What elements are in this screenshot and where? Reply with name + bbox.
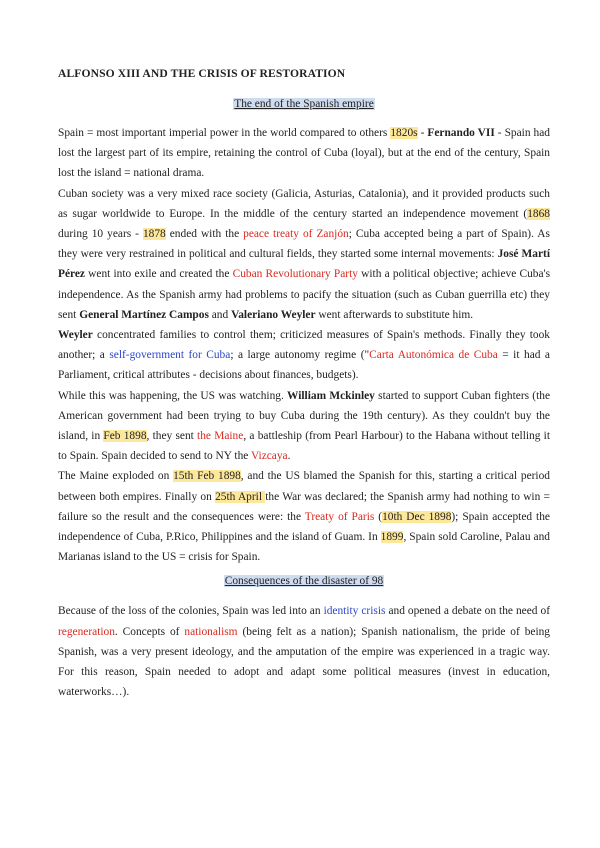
highlighted-date: 25th April xyxy=(215,490,266,503)
highlighted-date: Feb 1898 xyxy=(103,430,147,443)
paragraph-3 xyxy=(58,325,550,386)
document-page xyxy=(58,66,550,702)
text-run: (being felt as a nation); Spanish nationalism, the pride of being Spanish, was a very present ideology, and the amputation of the empire was experienced in a tragic way. For this reason, Spain needed to adopt and adapt some political measures (invest in education, waterworks…). xyxy=(58,625,550,699)
red-term: Cuban Revolutionary Party xyxy=(232,268,358,281)
text-run: the War was declared; the Spanish army had nothing to win = failure so the result and the consequences were: the xyxy=(58,490,550,523)
section-heading-text: The end of the Spanish empire xyxy=(234,98,374,110)
highlighted-date: 10th Dec 1898 xyxy=(382,510,452,523)
text-run: Because of the loss of the colonies, Spain was led into an xyxy=(58,605,324,618)
text-run: , a battleship (from Pearl Harbour) to the Habana without telling it to Spain. Spain decided to send to NY the xyxy=(58,430,551,463)
bold-name: William Mckinley xyxy=(287,389,375,402)
bold-name: General Martínez Campos xyxy=(79,308,209,321)
red-term: Treaty of Paris xyxy=(304,510,375,523)
text-run: , they sent xyxy=(146,430,198,443)
text-run: started to support Cuban fighters (the American government had been trying to buy Cuba during the 19th century). As they couldn't buy the island, in xyxy=(58,389,550,443)
bold-name: Valeriano Weyler xyxy=(231,308,316,321)
text-run: ended with the xyxy=(165,228,244,241)
text-run: . Concepts of xyxy=(114,625,185,638)
text-run: ( xyxy=(374,510,383,523)
red-term: nationalism xyxy=(184,625,238,638)
paragraph-1 xyxy=(58,123,550,184)
text-run: went afterwards to substitute him. xyxy=(315,308,474,321)
text-run: Spain = most important imperial power in the world compared to others xyxy=(58,127,391,139)
section-heading-end-of-empire xyxy=(58,96,550,112)
document-title: ALFONSO XIII AND THE CRISIS OF RESTORATION xyxy=(58,67,346,80)
text-run: = it had a Parliament, critical attributes - decisions about finances, budgets). xyxy=(58,349,550,382)
text-run: during 10 years - xyxy=(58,228,143,241)
section-heading-consequences xyxy=(58,573,550,589)
red-term: Vizcaya xyxy=(250,450,288,463)
text-run: - xyxy=(417,127,428,139)
blue-term: self-government for Cuba xyxy=(109,349,231,362)
blue-term: identity crisis xyxy=(323,605,386,618)
text-run: concentrated families to control them; criticized measures of Spain's methods. Finally they took another; a xyxy=(58,329,550,362)
text-run: with a political objective; achieve Cuba's independence. As the Spanish army had problems to pacify the situation (such as Cuban guerrilla etc) they sent xyxy=(58,268,551,321)
paragraph-2 xyxy=(58,184,550,325)
paragraph-5 xyxy=(58,466,550,567)
text-run: ); Spain accepted the independence of Cuba, P.Rico, Philippines and the island of Guam. In xyxy=(58,510,550,544)
red-term: Carta Autonómica de Cuba xyxy=(369,349,498,362)
text-run: The Maine exploded on xyxy=(58,470,174,483)
text-run: and xyxy=(208,308,232,321)
red-term: regeneration xyxy=(58,625,115,638)
text-run: , Spain sold Caroline, Palau and Marianas island to the US = crisis for Spain. xyxy=(58,531,550,564)
bold-name: Fernando VII xyxy=(427,127,495,139)
text-run: Cuban society was a very mixed race society (Galicia, Asturias, Catalonia), and it provided products such as sugar worldwide to Europe. In the middle of the century started an independence movement ( xyxy=(58,187,550,220)
text-run: . xyxy=(287,450,291,463)
text-run: ; a large autonomy regime (" xyxy=(230,349,370,362)
text-run: went into exile and created the xyxy=(84,268,233,281)
paragraph-4 xyxy=(58,386,550,467)
text-run: While this was happening, the US was watching. xyxy=(58,389,288,402)
text-run: , and the US blamed the Spanish for this, starting a critical period between both empires. Finally on xyxy=(58,470,550,503)
text-run: - Spain had lost the largest part of its empire, retaining the control of Cuba (loyal), but at the end of the century, Spain lost the island = national drama. xyxy=(58,127,551,180)
highlighted-date: 1899 xyxy=(380,531,404,544)
highlighted-date: 1878 xyxy=(142,228,166,241)
red-term: the Maine xyxy=(197,430,244,443)
section-heading-text: Consequences of the disaster of 98 xyxy=(224,575,384,588)
text-run: ; Cuba accepted being a part of Spain). As they were very restrained in political and cultural fields, they started some internal movements: xyxy=(58,228,550,261)
highlighted-date: 15th Feb 1898 xyxy=(173,470,241,483)
paragraph-6 xyxy=(58,601,550,702)
red-term: peace treaty of Zanjón xyxy=(243,228,349,241)
bold-name: José Martí Pérez xyxy=(58,248,550,281)
highlighted-date: 1868 xyxy=(527,207,550,220)
text-run: and opened a debate on the need of xyxy=(385,605,550,618)
bold-name: Weyler xyxy=(58,329,93,342)
highlighted-date: 1820s xyxy=(390,127,418,139)
